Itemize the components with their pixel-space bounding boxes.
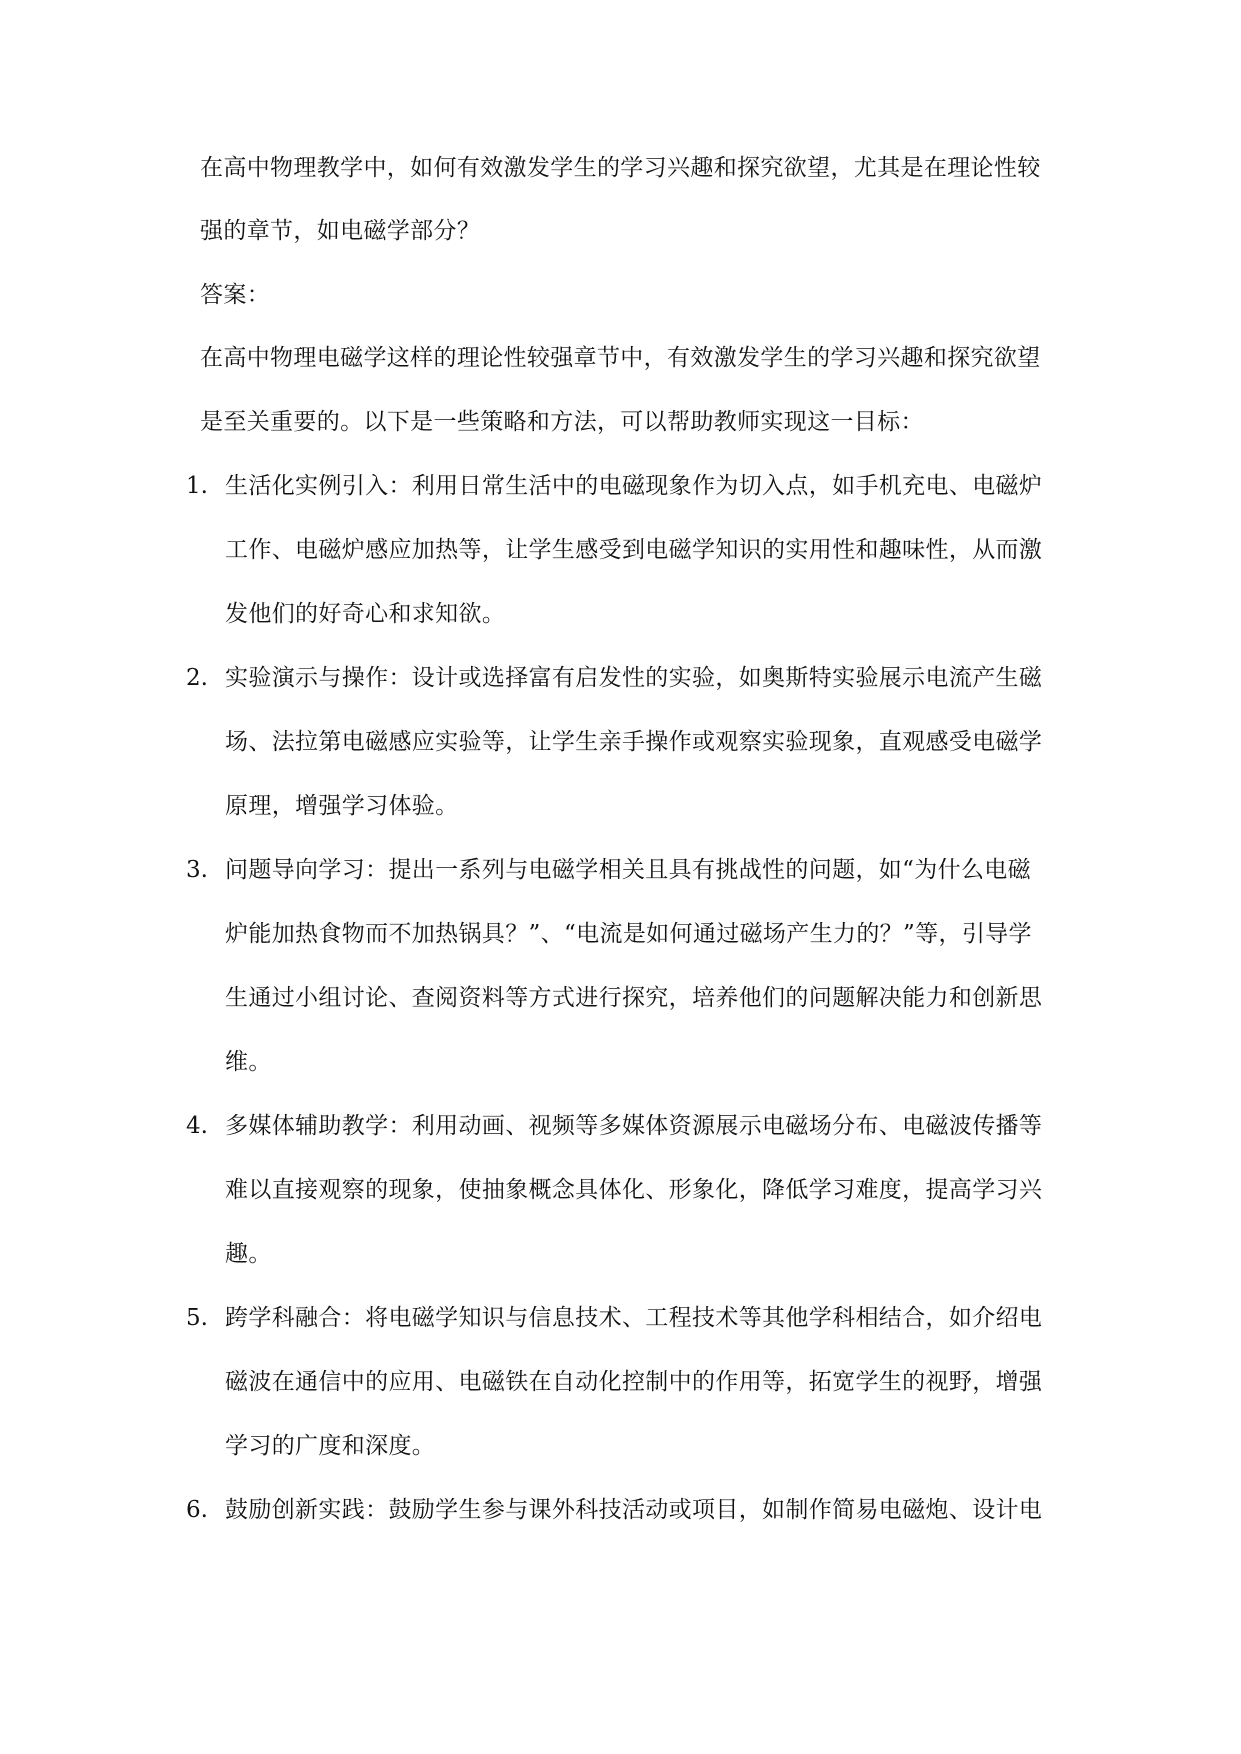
list-item-line: 实验演示与操作：设计或选择富有启发性的实验，如奥斯特实验展示电流产生磁 <box>225 665 1043 691</box>
list-item-line: 多媒体辅助教学：利用动画、视频等多媒体资源展示电磁场分布、电磁波传播等 <box>225 1113 1043 1139</box>
list-item-line: 生活化实例引入：利用日常生活中的电磁现象作为切入点，如手机充电、电磁炉 <box>225 473 1043 499</box>
question-line-2: 强的章节，如电磁学部分？ <box>200 218 481 244</box>
list-item-line: 生通过小组讨论、查阅资料等方式进行探究，培养他们的问题解决能力和创新思 <box>225 985 1043 1011</box>
list-item-line: 炉能加热食物而不加热锅具？”、“电流是如何通过磁场产生力的？”等，引导学 <box>225 921 1032 947</box>
intro-line-1: 在高中物理电磁学这样的理论性较强章节中，有效激发学生的学习兴趣和探究欲望 <box>200 345 1041 371</box>
list-item-line: 难以直接观察的现象，使抽象概念具体化、形象化，降低学习难度，提高学习兴 <box>225 1177 1043 1203</box>
list-item-line: 磁波在通信中的应用、电磁铁在自动化控制中的作用等，拓宽学生的视野，增强 <box>225 1369 1043 1395</box>
list-item-line: 鼓励创新实践：鼓励学生参与课外科技活动或项目，如制作简易电磁炮、设计电 <box>225 1497 1043 1523</box>
question-line-1: 在高中物理教学中，如何有效激发学生的学习兴趣和探究欲望，尤其是在理论性较 <box>200 155 1041 181</box>
list-item-line: 学习的广度和深度。 <box>225 1433 436 1459</box>
list-item-number: 6. <box>186 1497 208 1523</box>
answer-label: 答案： <box>200 282 271 308</box>
list-item-line: 原理，增强学习体验。 <box>225 793 459 819</box>
intro-line-2: 是至关重要的。以下是一些策略和方法，可以帮助教师实现这一目标： <box>200 409 924 435</box>
list-item-line: 工作、电磁炉感应加热等，让学生感受到电磁学知识的实用性和趣味性，从而激 <box>225 537 1043 563</box>
list-item-line: 场、法拉第电磁感应实验等，让学生亲手操作或观察实验现象，直观感受电磁学 <box>225 729 1043 755</box>
list-item-line: 发他们的好奇心和求知欲。 <box>225 601 506 627</box>
list-item-number: 3. <box>186 857 208 883</box>
list-item-line: 趣。 <box>225 1241 272 1267</box>
list-item-number: 1. <box>186 473 208 499</box>
list-item-number: 2. <box>186 665 208 691</box>
list-item-line: 问题导向学习：提出一系列与电磁学相关且具有挑战性的问题，如“为什么电磁 <box>225 857 1032 883</box>
list-item-number: 4. <box>186 1113 208 1139</box>
list-item-line: 维。 <box>225 1049 272 1075</box>
list-item-number: 5. <box>186 1305 208 1331</box>
list-item-line: 跨学科融合：将电磁学知识与信息技术、工程技术等其他学科相结合，如介绍电 <box>225 1305 1043 1331</box>
